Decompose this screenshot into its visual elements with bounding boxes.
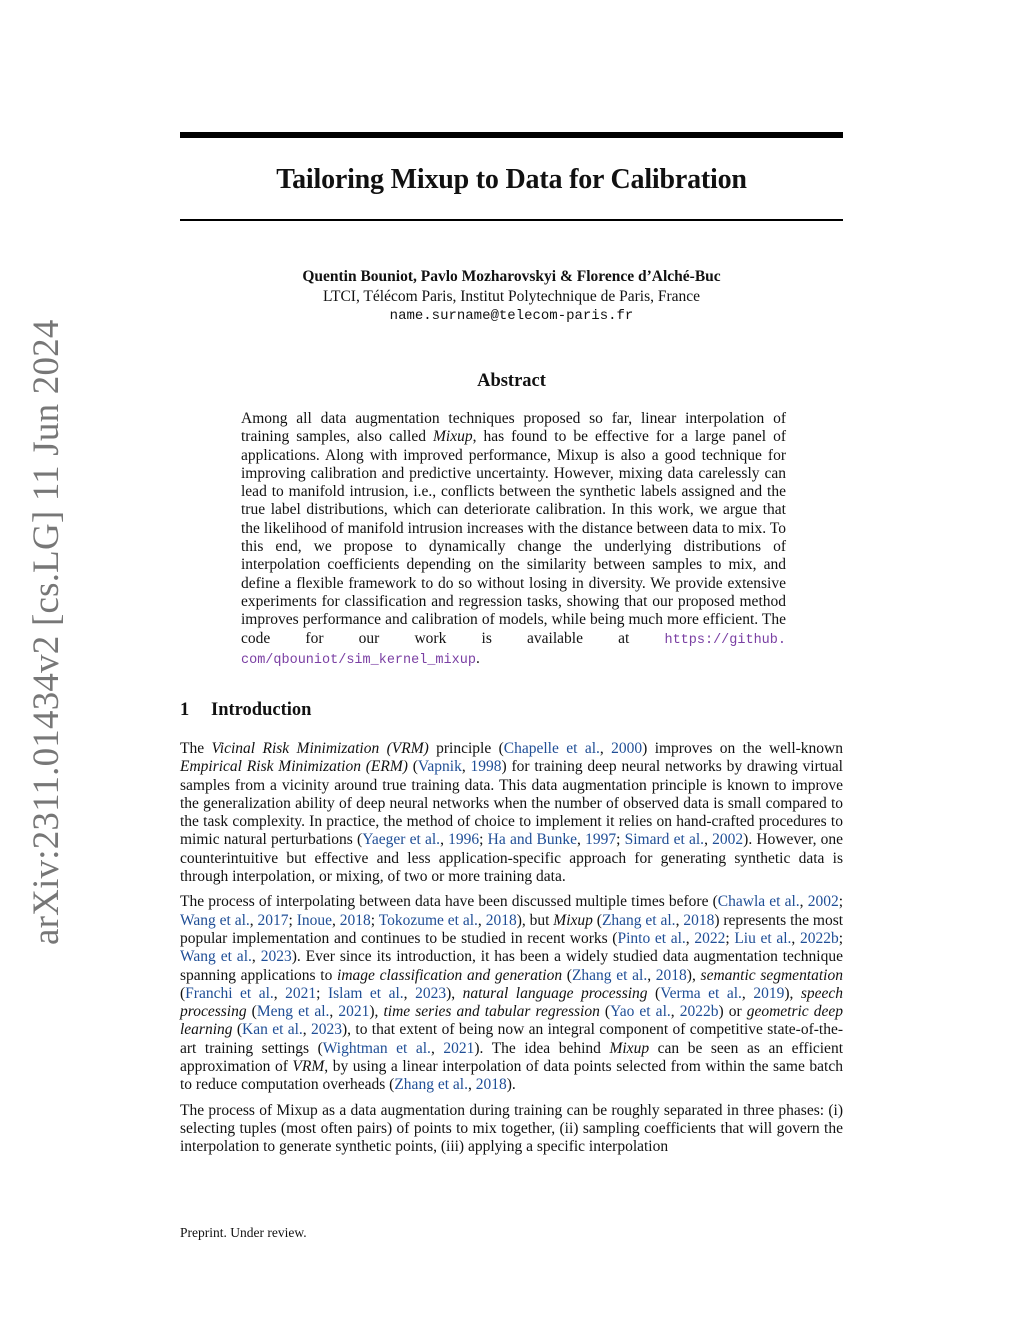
citation-link[interactable]: Kan et al. (242, 1021, 303, 1039)
citation-year-link[interactable]: 2023 (311, 1021, 343, 1039)
abstract-text: Among all data augmentation techniques proposed so far, linear interpolation of training samples, also called Mixup, has found to be effective for a large panel of applications. Along with improved performance, Mixup is also a good technique for improving calibration and predictive uncertainty. However, mixing data carelessly can lead to manifold intrusion, i.e., conflicts between the synthetic labels assigned and the true label distributions, which can deteriorate calibration. In this work, we argue that the likelihood of manifold intrusion increases with the distance between data to mix. To this end, we propose to dynamically change the underlying distributions of interpolation coefficients depending on the similarity between samples to mix, and define a flexible framework to do so without losing in diversity. We provide extensive experiments for classification and regression tasks, showing that our proposed method improves performance and calibration of models, while being much more efficient. The code for our work is available at https://github. com/qbouniot/sim_kernel_mixup. (241, 410, 786, 668)
citation-year-link[interactable]: 2021 (443, 1039, 475, 1057)
citation-link[interactable]: Chapelle et al. (503, 740, 600, 757)
citation-link[interactable]: Vapnik (417, 758, 462, 776)
code-link[interactable]: https://github. com/qbouniot/sim_kernel_mixup (241, 632, 786, 668)
citation-link[interactable]: Tokozume et al. (378, 911, 478, 929)
citation-year-link[interactable]: 2017 (257, 911, 289, 929)
introduction-body (180, 740, 843, 1164)
section-heading-introduction: 1 Introduction (180, 700, 312, 720)
citation-link[interactable]: Yaeger et al. (362, 831, 441, 849)
citation-year-link[interactable]: 2018 (683, 911, 715, 929)
citation-year-link[interactable]: 2002 (807, 893, 839, 911)
citation-link[interactable]: Yao et al. (610, 1003, 671, 1021)
citation-link[interactable]: Pinto et al. (617, 929, 686, 947)
paragraph: The Vicinal Risk Minimization (VRM) principle (Chapelle et al., 2000) improves on the well-known Empirical Risk Minimization (ERM) (Vapnik, 1998) for training deep neural networks by drawing virtual samples from a vicinity around true training data. This data augmentation principle is known to improve the generalization ability of deep neural networks when the number of observed data is small compared to the task complexity. In practice, the method of choice to implement it relies on hand-crafted procedures to mimic natural perturbations (Yaeger et al., 1996; Ha and Bunke, 1997; Simard et al., 2002). However, one counterintuitive but effective and less application-specific approach for generating synthetic data is through interpolation, or mixing, of two or more training data. (180, 740, 844, 886)
citation-year-link[interactable]: 2018 (485, 911, 517, 929)
citation-link[interactable]: Wang et al. (180, 948, 252, 966)
citation-year-link[interactable]: 2018 (655, 966, 687, 984)
title-top-rule (180, 132, 843, 138)
citation-year-link[interactable]: 2023 (415, 984, 447, 1002)
paper-title: Tailoring Mixup to Data for Calibration (276, 164, 747, 195)
citation-year-link[interactable]: 2022b (799, 929, 839, 947)
citation-year-link[interactable]: 1997 (585, 831, 617, 849)
citation-link[interactable]: Chawla et al. (717, 893, 800, 911)
citation-link[interactable]: Liu et al. (734, 929, 792, 947)
citation-link[interactable]: Zhang et al. (571, 966, 648, 984)
citation-link[interactable]: Meng et al. (256, 1003, 330, 1021)
citation-year-link[interactable]: 2022 (694, 929, 726, 947)
citation-link[interactable]: Islam et al. (327, 984, 404, 1002)
citation-link[interactable]: Wang et al. (180, 911, 250, 929)
citation-link[interactable]: Simard et al. (624, 831, 705, 849)
citation-link[interactable]: Verma et al. (660, 984, 742, 1002)
paragraph: The process of interpolating between data have been discussed multiple times before (Chawla et al., 2002; Wang et al., 2017; Inoue, 2018; Tokozume et al., 2018), but Mixup (Zhang et al., 2018) represents the most popular implementation and continues to be studied in recent works (Pinto et al., 2022; Liu et al., 2022b; Wang et al., 2023). Ever since its introduction, it has been a widely studied data augmentation technique spanning applications to image classification and generation (Zhang et al., 2018), semantic segmentation (Franchi et al., 2021; Islam et al., 2023), natural language processing (Verma et al., 2019), speech processing (Meng et al., 2021), time series and tabular regression (Yao et al., 2022b) or geometric deep learning (Kan et al., 2023), to that extent of being now an integral component of competitive state-of-the-art training settings (Wightman et al., 2021). The idea behind Mixup can be seen as an efficient approximation of VRM, by using a linear interpolation of data points selected from within the same batch to reduce computation overheads (Zhang et al., 2018). (180, 893, 844, 1094)
citation-link[interactable]: Ha and Bunke (487, 831, 578, 849)
citation-year-link[interactable]: 2021 (285, 984, 317, 1002)
affiliation: LTCI, Télécom Paris, Institut Polytechnique de Paris, France (322, 288, 701, 305)
citation-link[interactable]: Zhang et al. (601, 911, 676, 929)
citation-year-link[interactable]: 2021 (338, 1003, 370, 1021)
citation-year-link[interactable]: 2018 (339, 911, 371, 929)
citation-year-link[interactable]: 2019 (753, 984, 785, 1002)
footer-note: Preprint. Under review. (180, 1225, 307, 1240)
author-names: Quentin Bouniot, Pavlo Mozharovskyi & Florence d’Alché-Buc (302, 268, 721, 285)
citation-link[interactable]: Inoue (296, 911, 333, 929)
citation-year-link[interactable]: 2023 (260, 948, 292, 966)
arxiv-identifier-sidebar: arXiv:2311.01434v2 [cs.LG] 11 Jun 2024 (26, 319, 67, 945)
author-block (180, 267, 843, 326)
author-email: name.surname@telecom-paris.fr (389, 308, 634, 324)
abstract-heading: Abstract (477, 371, 546, 391)
title-bottom-rule (180, 219, 843, 221)
citation-year-link[interactable]: 2018 (475, 1076, 507, 1094)
citation-link[interactable]: Wightman et al. (322, 1039, 431, 1057)
citation-year-link[interactable]: 2002 (712, 831, 744, 849)
citation-link[interactable]: Zhang et al. (394, 1076, 468, 1094)
paragraph: The process of Mixup as a data augmentation during training can be roughly separated in three phases: (i) selecting tuples (most often pairs) of points to mix together, (ii) sampling coefficients that will govern the interpolation to generate synthetic points, (iii) applying a specific interpolation (180, 1101, 843, 1156)
citation-link[interactable]: Franchi et al. (185, 984, 274, 1002)
citation-year-link[interactable]: 2000 (611, 740, 643, 757)
citation-year-link[interactable]: 1998 (470, 758, 502, 776)
citation-year-link[interactable]: 2022b (679, 1003, 719, 1021)
citation-year-link[interactable]: 1996 (448, 831, 480, 849)
